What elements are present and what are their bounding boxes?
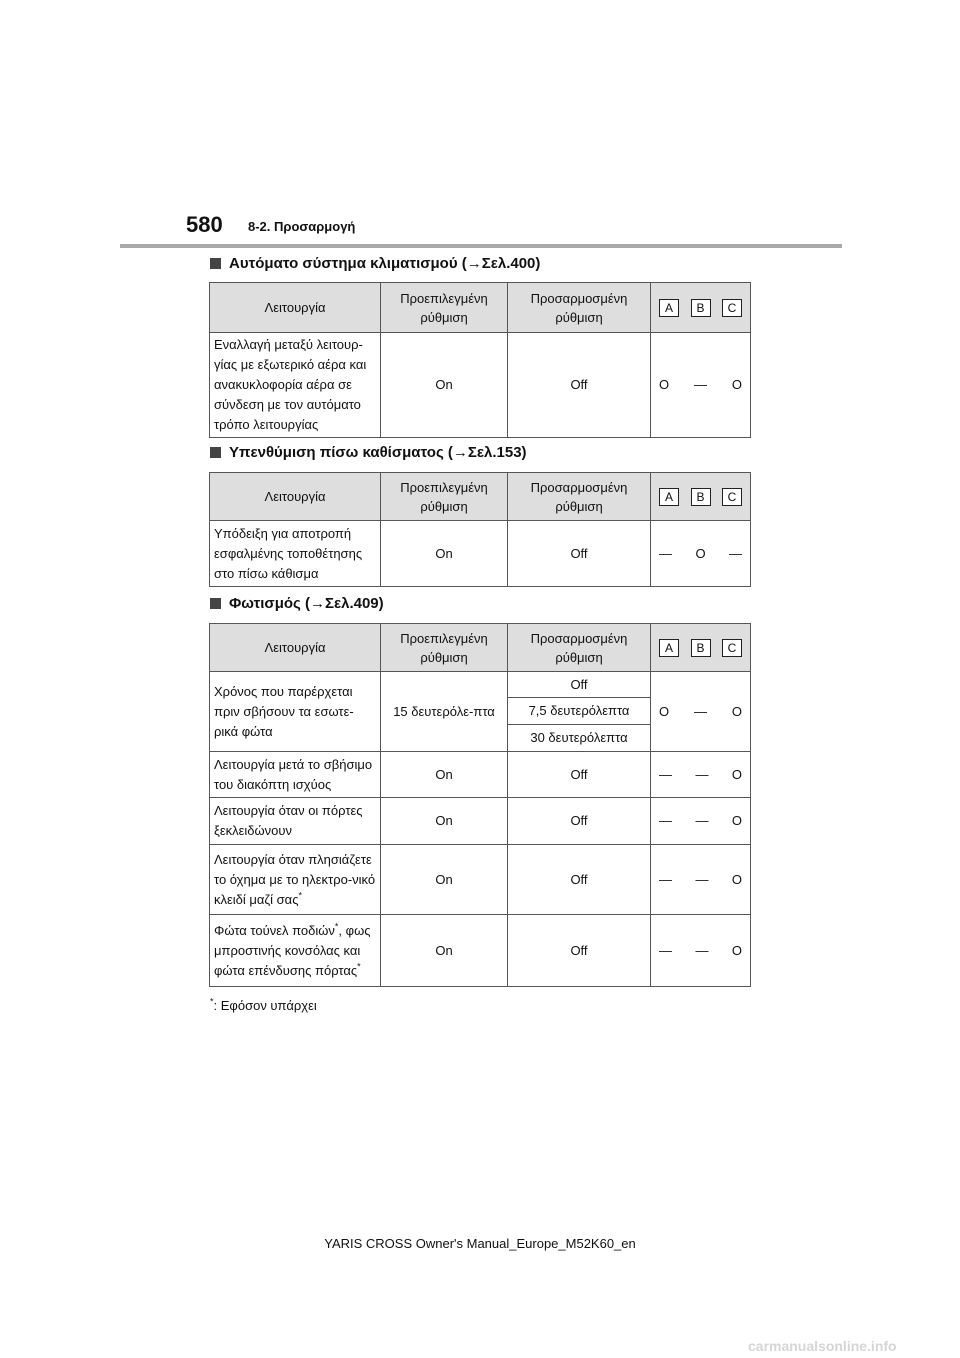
cell-c: O (731, 377, 742, 392)
cell-function: Υπόδειξη για αποτροπή εσφαλμένης τοποθέτησης στο πίσω κάθισμα (210, 521, 381, 587)
table-row (210, 333, 751, 438)
table-lighting (209, 623, 751, 987)
cell-default: On (381, 915, 508, 987)
bullet-square-icon (210, 447, 221, 458)
cell-a: — (659, 871, 672, 887)
section-title: 8-2. Προσαρμογή (248, 219, 356, 234)
cell-custom: Off (508, 752, 651, 798)
col-header-default: Προεπιλεγμένη ρύθμιση (381, 473, 508, 521)
label-a: A (659, 639, 679, 657)
cell-function (210, 845, 381, 915)
table-climate (209, 282, 751, 438)
col-header-default: Προεπιλεγμένη ρύθμιση (381, 624, 508, 672)
cell-b: — (695, 813, 709, 828)
cell-custom: Off (508, 915, 651, 987)
col-header-custom: Προσαρμοσμένη ρύθμιση (508, 283, 651, 333)
cell-default: On (381, 845, 508, 915)
cell-c: — (729, 545, 742, 561)
table-row (210, 798, 751, 845)
cell-c: O (731, 942, 742, 958)
cell-c: O (731, 766, 742, 782)
heading-rear-seat (210, 444, 527, 461)
footnote-marker: * (298, 890, 302, 901)
col-header-abc (651, 473, 751, 521)
cell-a: — (659, 545, 672, 561)
heading-climate-text: Αυτόματο σύστημα κλιματισμού (→Σελ.400) (229, 255, 541, 272)
cell-default: On (381, 798, 508, 845)
cell-abc (651, 845, 751, 915)
cell-abc (651, 752, 751, 798)
col-header-custom: Προσαρμοσμένη ρύθμιση (508, 624, 651, 672)
table-row (210, 915, 751, 987)
cell-default: 15 δευτερόλε-πτα (381, 672, 508, 752)
col-header-function: Λειτουργία (210, 283, 381, 333)
col-header-function: Λειτουργία (210, 624, 381, 672)
col-header-abc (651, 624, 751, 672)
label-c: C (722, 639, 742, 657)
cell-function (210, 915, 381, 987)
cell-abc (651, 521, 751, 587)
bullet-square-icon (210, 598, 221, 609)
page-number: 580 (186, 212, 223, 237)
cell-default: On (381, 521, 508, 587)
cell-abc (651, 798, 751, 845)
cell-b: — (695, 942, 709, 958)
cell-function-text-2: , φως μπροστινής κονσόλας και φώτα επένδυσης πόρτας (214, 922, 371, 978)
heading-climate (210, 255, 540, 272)
label-c: C (722, 488, 742, 506)
cell-a: — (659, 942, 672, 958)
table-row (210, 521, 751, 587)
col-header-function: Λειτουργία (210, 473, 381, 521)
cell-b: — (695, 766, 709, 782)
table-row (210, 845, 751, 915)
footnote-marker: * (334, 921, 339, 932)
label-b: B (691, 299, 711, 317)
label-c: C (722, 299, 742, 317)
cell-a: — (659, 766, 672, 782)
table-rear-seat (209, 472, 751, 587)
cell-default: On (381, 333, 508, 438)
footnote-text: : Εφόσον υπάρχει (213, 998, 317, 1013)
label-a: A (659, 299, 679, 317)
label-b: B (691, 488, 711, 506)
col-header-custom: Προσαρμοσμένη ρύθμιση (508, 473, 651, 521)
cell-c: O (731, 813, 742, 828)
label-b: B (691, 639, 711, 657)
cell-default: On (381, 752, 508, 798)
footer: YARIS CROSS Owner's Manual_Europe_M52K60_en (324, 1236, 636, 1251)
footnote (210, 998, 317, 1013)
cell-custom: Off (508, 333, 651, 438)
cell-a: O (659, 703, 670, 719)
cell-b: — (694, 703, 707, 719)
heading-lighting-text: Φωτισμός (→Σελ.409) (229, 595, 384, 612)
heading-rear-seat-text: Υπενθύμιση πίσω καθίσματος (→Σελ.153) (229, 444, 527, 461)
cell-function: Εναλλαγή μεταξύ λειτουρ-γίας με εξωτερικό αέρα και ανακυκλοφορία αέρα σε σύνδεση με τον αυτόματο τρόπο λειτουργίας (210, 333, 381, 438)
cell-custom-option: 30 δευτερόλεπτα (508, 725, 651, 752)
cell-function-text: Λειτουργία όταν πλησιάζετε το όχημα με το ηλεκτρο-νικό κλειδί μαζί σας (214, 851, 376, 907)
cell-c: O (731, 871, 742, 887)
cell-custom-option: Off (508, 672, 651, 698)
col-header-abc (651, 283, 751, 333)
table-row (210, 672, 751, 698)
cell-abc (651, 915, 751, 987)
cell-abc (651, 333, 751, 438)
col-header-default: Προεπιλεγμένη ρύθμιση (381, 283, 508, 333)
label-a: A (659, 488, 679, 506)
cell-b: — (694, 377, 707, 392)
cell-custom: Off (508, 521, 651, 587)
cell-c: O (731, 703, 742, 719)
cell-abc (651, 672, 751, 752)
footnote-marker: * (357, 961, 361, 972)
cell-custom: Off (508, 845, 651, 915)
footnote-marker: * (210, 996, 214, 1007)
cell-function: Χρόνος που παρέρχεται πριν σβήσουν τα εσωτε-ρικά φώτα (210, 672, 381, 752)
header-rule (120, 244, 842, 248)
cell-b: — (695, 871, 709, 887)
cell-b: O (695, 545, 706, 561)
bullet-square-icon (210, 258, 221, 269)
cell-function: Λειτουργία όταν οι πόρτες ξεκλειδώνουν (210, 798, 381, 845)
cell-custom: Off (508, 798, 651, 845)
cell-a: — (659, 813, 672, 828)
table-row (210, 752, 751, 798)
cell-function-text: Φώτα τούνελ ποδιών (214, 922, 335, 938)
cell-custom-option: 7,5 δευτερόλεπτα (508, 698, 651, 725)
watermark: carmanualsonline.info (748, 1338, 897, 1354)
cell-function: Λειτουργία μετά το σβήσιμο του διακόπτη ισχύος (210, 752, 381, 798)
cell-a: O (659, 377, 670, 392)
heading-lighting (210, 595, 384, 612)
